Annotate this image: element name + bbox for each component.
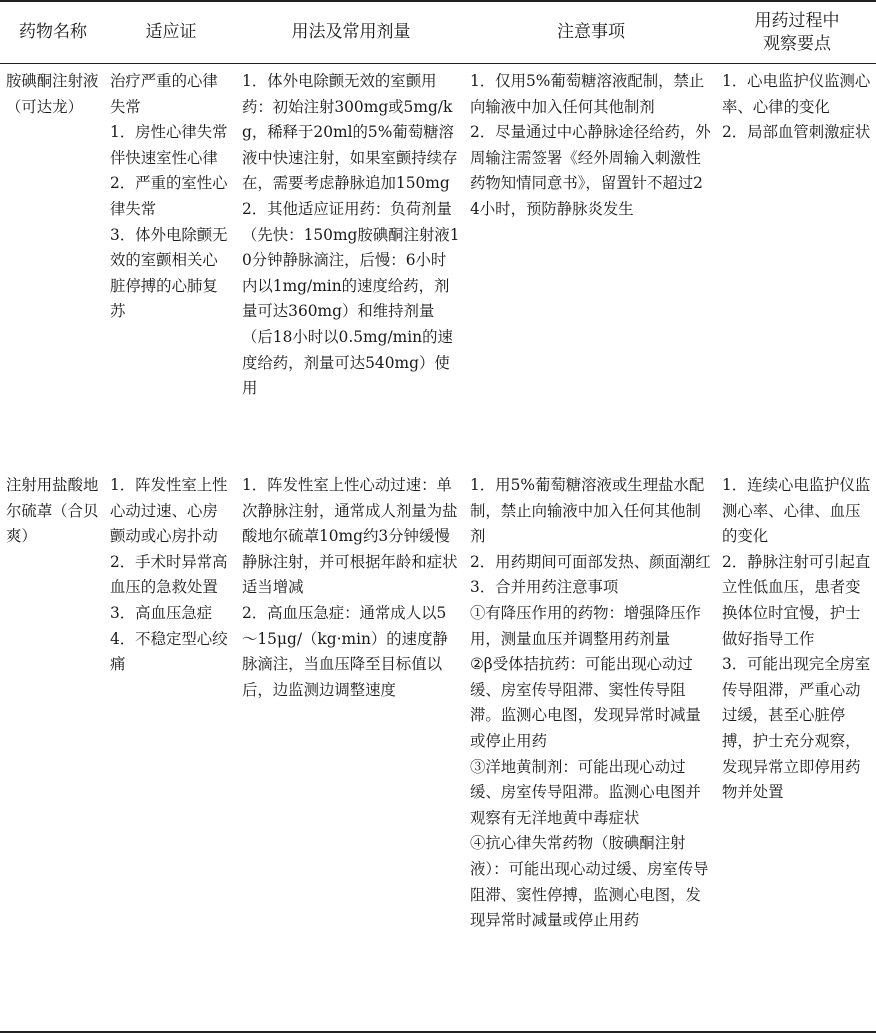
usage-cell: 1．阵发性室上性心动过速：单次静脉注射，通常成人剂量为盐酸地尔硫䓬10mg约3分钟缓慢静脉注射，并可根据年龄和症状适当增减 2．高血压急症：通常成人以5～15μg/（kg·min）的速度静脉滴注，当血压降至目标值以后，边监测边调整速度 [242,476,458,699]
table-header-row [0,2,876,64]
precautions-cell: 1．仅用5%葡萄糖溶液配制，禁止向输液中加入任何其他制剂 2．尽量通过中心静脉途径给药，外周输注需签署《经外周输入刺激性药物知情同意书》，留置针不超过24小时，预防静脉炎发生 [470,72,711,218]
header-usage-dosage: 用法及常用剂量 [291,22,411,42]
observation-cell: 1．心电监护仪监测心率、心律的变化 2．局部血管刺激症状 [722,72,871,142]
drug-name-cell: 胺碘酮注射液（可达龙） [6,72,99,116]
indications-cell: 1．阵发性室上性心动过速、心房颤动或心房扑动 2．手术时异常高血压的急救处置 3．高血压急症 4．不稳定型心绞痛 [110,476,228,674]
header-observation-points: 用药过程中 观察要点 [754,10,840,54]
drug-name-cell: 注射用盐酸地尔硫䓬（合贝爽） [6,476,99,546]
header-indications: 适应证 [145,22,197,42]
table-row [0,64,876,468]
usage-cell: 1．体外电除颤无效的室颤用药：初始注射300mg或5mg/kg，稀释于20ml的5%葡萄糖溶液中快速注射，如果室颤持续存在，需要考虑静脉追加150mg 2．其他适应证用药：负荷剂量（先快：150mg胺碘酮注射液10分钟静脉滴注，后慢：6小时内以1mg/min的速度给药，剂量可达360mg）和维持剂量（后18小时以0.5mg/min的速度给药，剂量可达540mg）使用 [242,72,460,398]
header-drug-name: 药物名称 [19,22,87,42]
header-precautions: 注意事项 [557,22,625,42]
indications-cell: 治疗严重的心律失常 1．房性心律失常伴快速室性心律 2．严重的室性心律失常 3．体外电除颤无效的室颤相关心脏停搏的心肺复苏 [110,72,228,321]
observation-cell: 1．连续心电监护仪监测心率、心律、血压的变化 2．静脉注射可引起直立性低血压，患者变换体位时宜慢，护士做好指导工作 3．可能出现完全房室传导阻滞，严重心动过缓，甚至心脏停搏，护士充分观察，发现异常立即停用药物并处置 [722,476,871,802]
precautions-cell: 1．用5%葡萄糖溶液或生理盐水配制，禁止向输液中加入任何其他制剂 2．用药期间可面部发热、颜面潮红 3．合并用药注意事项 ①有降压作用的药物：增强降压作用，测量血压并调整用药剂量 ②β受体拮抗药：可能出现心动过缓、房室传导阻滞、窦性传导阻滞。监测心电图，发现异常时减量或停止用药 ③洋地黄制剂：可能出现心动过缓、房室传导阻滞。监测心电图并观察有无洋地黄中毒症状 ④抗心律失常药物（胺碘酮注射液）：可能出现心动过缓、房室传导阻滞、窦性停搏，监测心电图，发现异常时减量或停止用药 [470,476,711,930]
table-row [0,468,876,1033]
